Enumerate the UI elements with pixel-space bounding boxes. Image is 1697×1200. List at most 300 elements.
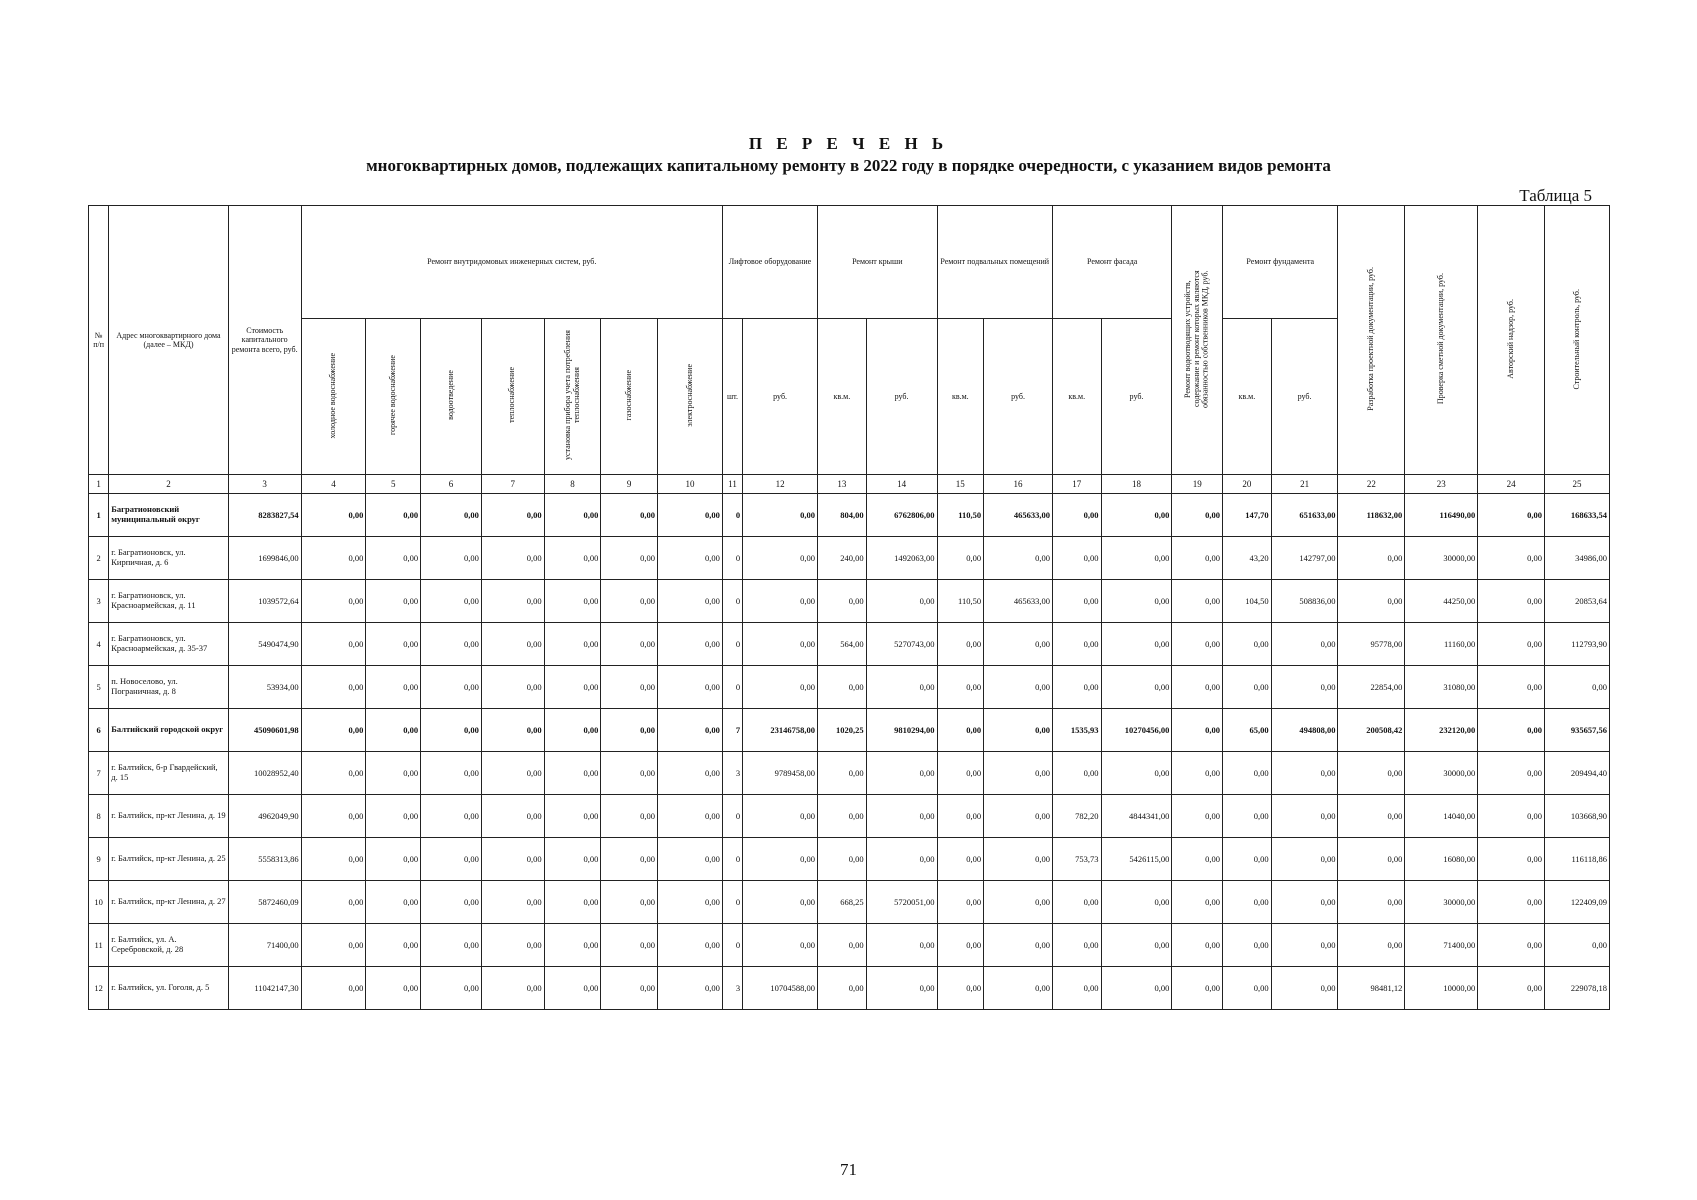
column-number: 22 — [1338, 475, 1405, 494]
column-number: 23 — [1405, 475, 1478, 494]
row-value: 118632,00 — [1338, 494, 1405, 537]
row-value: 0,00 — [1271, 967, 1338, 1010]
row-value: 0,00 — [1101, 666, 1172, 709]
row-value: 0,00 — [1223, 881, 1272, 924]
row-value: 0,00 — [1478, 709, 1545, 752]
row-value: 0,00 — [1478, 795, 1545, 838]
row-value: 0,00 — [1478, 924, 1545, 967]
column-number: 8 — [544, 475, 601, 494]
row-value: 0,00 — [1172, 924, 1223, 967]
row-value: 0,00 — [366, 580, 421, 623]
row-value: 0,00 — [544, 967, 601, 1010]
column-number: 1 — [89, 475, 109, 494]
subheader-roof-rub: руб. — [866, 319, 937, 475]
row-number: 4 — [89, 623, 109, 666]
table-row — [89, 881, 1610, 924]
row-value: 30000,00 — [1405, 752, 1478, 795]
row-value: 0,00 — [301, 623, 366, 666]
row-value: 0,00 — [481, 967, 544, 1010]
table-row — [89, 967, 1610, 1010]
row-value: 0,00 — [481, 623, 544, 666]
row-value: 1535,93 — [1052, 709, 1101, 752]
row-value: 98481,12 — [1338, 967, 1405, 1010]
row-value: 0,00 — [658, 881, 723, 924]
row-value: 0,00 — [301, 752, 366, 795]
column-number: 21 — [1271, 475, 1338, 494]
row-value: 0,00 — [937, 666, 984, 709]
row-value: 240,00 — [818, 537, 867, 580]
row-value: 0,00 — [1545, 666, 1610, 709]
row-value: 0,00 — [984, 623, 1053, 666]
subheader-gas: газоснабжение — [601, 319, 658, 475]
row-value: 229078,18 — [1545, 967, 1610, 1010]
row-value: 232120,00 — [1405, 709, 1478, 752]
row-value: 0,00 — [818, 752, 867, 795]
row-value: 0,00 — [421, 795, 482, 838]
row-value: 0,00 — [1223, 752, 1272, 795]
row-value: 71400,00 — [1405, 924, 1478, 967]
row-value: 0,00 — [866, 795, 937, 838]
row-value: 5490474,90 — [228, 623, 301, 666]
row-value: 168633,54 — [1545, 494, 1610, 537]
row-value: 0 — [722, 795, 742, 838]
row-value: 0,00 — [1052, 623, 1101, 666]
row-value: 0,00 — [481, 795, 544, 838]
table-row — [89, 752, 1610, 795]
row-number: 9 — [89, 838, 109, 881]
column-number: 4 — [301, 475, 366, 494]
column-number: 7 — [481, 475, 544, 494]
row-value: 0,00 — [984, 967, 1053, 1010]
row-value: 0,00 — [1545, 924, 1610, 967]
row-value: 0,00 — [1172, 795, 1223, 838]
row-value: 9810294,00 — [866, 709, 937, 752]
row-value: 45090601,98 — [228, 709, 301, 752]
column-number: 14 — [866, 475, 937, 494]
row-value: 564,00 — [818, 623, 867, 666]
column-number: 13 — [818, 475, 867, 494]
row-value: 0,00 — [658, 537, 723, 580]
row-number: 5 — [89, 666, 109, 709]
row-value: 0,00 — [1271, 924, 1338, 967]
row-value: 10704588,00 — [743, 967, 818, 1010]
column-number-row — [89, 475, 1610, 494]
row-value: 465633,00 — [984, 580, 1053, 623]
row-value: 8283827,54 — [228, 494, 301, 537]
row-value: 14040,00 — [1405, 795, 1478, 838]
row-value: 0,00 — [866, 752, 937, 795]
row-value: 0,00 — [301, 537, 366, 580]
row-value: 0,00 — [937, 752, 984, 795]
row-value: 0,00 — [1223, 666, 1272, 709]
header-elevator: Лифтовое оборудование — [722, 206, 817, 319]
row-value: 0,00 — [544, 709, 601, 752]
column-number: 18 — [1101, 475, 1172, 494]
subheader-roof-sqm: кв.м. — [818, 319, 867, 475]
row-value: 0,00 — [1172, 666, 1223, 709]
row-value: 0,00 — [658, 795, 723, 838]
row-value: 1492063,00 — [866, 537, 937, 580]
header-construction-control: Строительный контроль, руб. — [1545, 206, 1610, 475]
row-value: 0,00 — [866, 666, 937, 709]
row-value: 0,00 — [301, 494, 366, 537]
header-author-supervision: Авторский надзор, руб. — [1478, 206, 1545, 475]
row-value: 0,00 — [1172, 623, 1223, 666]
row-value: 0,00 — [544, 494, 601, 537]
row-value: 0,00 — [1338, 537, 1405, 580]
row-value: 53934,00 — [228, 666, 301, 709]
row-number: 7 — [89, 752, 109, 795]
row-value: 782,20 — [1052, 795, 1101, 838]
row-value: 0,00 — [818, 580, 867, 623]
header-roof: Ремонт крыши — [818, 206, 937, 319]
row-value: 0,00 — [658, 494, 723, 537]
row-value: 651633,00 — [1271, 494, 1338, 537]
row-value: 0,00 — [866, 967, 937, 1010]
row-value: 0,00 — [421, 924, 482, 967]
row-value: 0,00 — [544, 881, 601, 924]
row-number: 10 — [89, 881, 109, 924]
row-value: 0,00 — [658, 580, 723, 623]
row-value: 0,00 — [658, 752, 723, 795]
row-number: 12 — [89, 967, 109, 1010]
row-value: 0,00 — [743, 494, 818, 537]
row-value: 0,00 — [301, 881, 366, 924]
row-value: 0,00 — [421, 537, 482, 580]
row-value: 20853,64 — [1545, 580, 1610, 623]
table-row — [89, 924, 1610, 967]
row-value: 0,00 — [743, 838, 818, 881]
row-value: 0,00 — [481, 666, 544, 709]
row-value: 0,00 — [601, 666, 658, 709]
row-value: 0,00 — [1101, 623, 1172, 666]
row-value: 116490,00 — [1405, 494, 1478, 537]
row-value: 0,00 — [1172, 580, 1223, 623]
row-value: 0,00 — [366, 795, 421, 838]
row-number: 8 — [89, 795, 109, 838]
row-value: 34986,00 — [1545, 537, 1610, 580]
row-value: 6762806,00 — [866, 494, 937, 537]
row-value: 5872460,09 — [228, 881, 301, 924]
row-value: 0,00 — [481, 838, 544, 881]
row-value: 0,00 — [481, 881, 544, 924]
row-value: 1039572,64 — [228, 580, 301, 623]
row-value: 0,00 — [1478, 666, 1545, 709]
row-value: 147,70 — [1223, 494, 1272, 537]
subheader-facade-rub: руб. — [1101, 319, 1172, 475]
row-value: 0,00 — [481, 494, 544, 537]
row-value: 43,20 — [1223, 537, 1272, 580]
row-value: 0,00 — [1478, 623, 1545, 666]
row-address: г. Балтийск, пр-кт Ленина, д. 19 — [109, 795, 228, 838]
table-body — [89, 494, 1610, 1010]
row-value: 0,00 — [937, 924, 984, 967]
row-value: 0,00 — [1052, 580, 1101, 623]
row-value: 10028952,40 — [228, 752, 301, 795]
row-address: г. Багратионовск, ул. Кирпичная, д. 6 — [109, 537, 228, 580]
row-value: 0,00 — [544, 537, 601, 580]
row-value: 508836,00 — [1271, 580, 1338, 623]
row-value: 3 — [722, 967, 742, 1010]
row-value: 0,00 — [481, 752, 544, 795]
row-value: 0,00 — [658, 838, 723, 881]
header-design-docs: Разработка проектной документации, руб. — [1338, 206, 1405, 475]
column-number: 3 — [228, 475, 301, 494]
row-value: 0,00 — [421, 709, 482, 752]
column-number: 10 — [658, 475, 723, 494]
repair-table — [88, 205, 1610, 1010]
row-value: 0,00 — [601, 795, 658, 838]
row-value: 0,00 — [984, 881, 1053, 924]
column-number: 12 — [743, 475, 818, 494]
row-value: 104,50 — [1223, 580, 1272, 623]
row-value: 0,00 — [1271, 881, 1338, 924]
row-value: 0,00 — [658, 709, 723, 752]
header-no: № п/п — [89, 206, 109, 475]
row-value: 0,00 — [1338, 881, 1405, 924]
row-value: 0,00 — [743, 537, 818, 580]
subheader-sewer: водоотведение — [421, 319, 482, 475]
row-value: 0,00 — [601, 967, 658, 1010]
row-value: 9789458,00 — [743, 752, 818, 795]
row-value: 0,00 — [818, 838, 867, 881]
row-value: 0,00 — [366, 494, 421, 537]
row-value: 0,00 — [601, 881, 658, 924]
row-value: 0,00 — [1223, 838, 1272, 881]
row-value: 3 — [722, 752, 742, 795]
row-value: 0,00 — [984, 795, 1053, 838]
table-label: Таблица 5 — [1519, 186, 1592, 205]
subheader-foundation-rub: руб. — [1271, 319, 1338, 475]
row-value: 110,50 — [937, 494, 984, 537]
row-value: 1699846,00 — [228, 537, 301, 580]
row-value: 30000,00 — [1405, 881, 1478, 924]
row-value: 0,00 — [1338, 580, 1405, 623]
row-value: 0,00 — [1101, 967, 1172, 1010]
subheader-hot-water: горячее водоснабжение — [366, 319, 421, 475]
row-value: 0,00 — [937, 795, 984, 838]
row-value: 0,00 — [743, 580, 818, 623]
row-value: 0,00 — [984, 838, 1053, 881]
subheader-basement-rub: руб. — [984, 319, 1053, 475]
row-value: 0,00 — [301, 967, 366, 1010]
row-number: 6 — [89, 709, 109, 752]
row-value: 0,00 — [984, 709, 1053, 752]
row-number: 1 — [89, 494, 109, 537]
row-value: 4962049,90 — [228, 795, 301, 838]
row-value: 0,00 — [366, 924, 421, 967]
row-value: 0,00 — [743, 623, 818, 666]
row-value: 0,00 — [818, 666, 867, 709]
row-value: 0,00 — [1338, 752, 1405, 795]
row-value: 0,00 — [544, 838, 601, 881]
row-value: 0,00 — [658, 967, 723, 1010]
column-number: 16 — [984, 475, 1053, 494]
row-value: 0,00 — [601, 623, 658, 666]
row-value: 0,00 — [1052, 967, 1101, 1010]
row-value: 0,00 — [1338, 838, 1405, 881]
table-row — [89, 494, 1610, 537]
column-number: 11 — [722, 475, 742, 494]
subheader-foundation-sqm: кв.м. — [1223, 319, 1272, 475]
row-value: 0,00 — [743, 666, 818, 709]
row-value: 0,00 — [1478, 537, 1545, 580]
row-value: 0,00 — [366, 666, 421, 709]
table-row — [89, 580, 1610, 623]
document-title: П Е Р Е Ч Е Н Ь — [748, 134, 949, 153]
row-number: 3 — [89, 580, 109, 623]
row-value: 0,00 — [1338, 924, 1405, 967]
row-value: 668,25 — [818, 881, 867, 924]
row-value: 0,00 — [601, 752, 658, 795]
row-value: 0,00 — [301, 666, 366, 709]
row-value: 0,00 — [601, 580, 658, 623]
row-value: 0,00 — [366, 881, 421, 924]
row-value: 0,00 — [866, 838, 937, 881]
row-value: 0,00 — [658, 924, 723, 967]
row-value: 0,00 — [984, 924, 1053, 967]
row-value: 0,00 — [1172, 709, 1223, 752]
table-row — [89, 666, 1610, 709]
row-value: 0,00 — [984, 537, 1053, 580]
row-value: 0,00 — [984, 666, 1053, 709]
column-number: 15 — [937, 475, 984, 494]
row-value: 10000,00 — [1405, 967, 1478, 1010]
row-value: 0,00 — [1271, 795, 1338, 838]
row-value: 0,00 — [366, 709, 421, 752]
header-total-cost: Стоимость капитального ремонта всего, руб. — [228, 206, 301, 475]
table-row — [89, 795, 1610, 838]
row-value: 0,00 — [301, 924, 366, 967]
row-value: 0,00 — [481, 924, 544, 967]
row-value: 0,00 — [658, 623, 723, 666]
row-value: 0,00 — [1223, 967, 1272, 1010]
row-address: г. Балтийск, ул. Гоголя, д. 5 — [109, 967, 228, 1010]
row-value: 0,00 — [937, 537, 984, 580]
row-value: 0,00 — [601, 494, 658, 537]
row-value: 0,00 — [866, 924, 937, 967]
row-value: 0,00 — [481, 709, 544, 752]
row-value: 0,00 — [421, 752, 482, 795]
row-value: 0,00 — [1478, 838, 1545, 881]
row-value: 0,00 — [544, 580, 601, 623]
row-value: 31080,00 — [1405, 666, 1478, 709]
row-value: 0,00 — [1052, 924, 1101, 967]
row-value: 0,00 — [1478, 967, 1545, 1010]
row-address: п. Новоселово, ул. Пограничная, д. 8 — [109, 666, 228, 709]
row-value: 0,00 — [1223, 623, 1272, 666]
row-value: 0,00 — [544, 666, 601, 709]
row-value: 494808,00 — [1271, 709, 1338, 752]
row-value: 0,00 — [658, 666, 723, 709]
row-value: 16080,00 — [1405, 838, 1478, 881]
table-row — [89, 838, 1610, 881]
row-value: 0,00 — [366, 752, 421, 795]
row-value: 0,00 — [1478, 580, 1545, 623]
row-value: 4844341,00 — [1101, 795, 1172, 838]
row-value: 0,00 — [984, 752, 1053, 795]
row-number: 2 — [89, 537, 109, 580]
row-number: 11 — [89, 924, 109, 967]
row-value: 5720051,00 — [866, 881, 937, 924]
row-value: 0,00 — [366, 967, 421, 1010]
row-value: 0,00 — [1101, 881, 1172, 924]
row-value: 116118,86 — [1545, 838, 1610, 881]
row-value: 200508,42 — [1338, 709, 1405, 752]
row-value: 0,00 — [1338, 795, 1405, 838]
row-value: 0,00 — [544, 795, 601, 838]
column-number: 9 — [601, 475, 658, 494]
row-value: 0,00 — [366, 623, 421, 666]
row-value: 44250,00 — [1405, 580, 1478, 623]
row-value: 7 — [722, 709, 742, 752]
row-address: г. Балтийск, б-р Гвардейский, д. 15 — [109, 752, 228, 795]
row-value: 0,00 — [1052, 666, 1101, 709]
row-value: 0,00 — [544, 924, 601, 967]
row-value: 0,00 — [743, 881, 818, 924]
row-value: 0,00 — [1172, 494, 1223, 537]
row-value: 0,00 — [601, 838, 658, 881]
row-value: 5270743,00 — [866, 623, 937, 666]
row-value: 0,00 — [421, 881, 482, 924]
row-value: 0,00 — [1478, 494, 1545, 537]
row-value: 0,00 — [818, 795, 867, 838]
row-value: 0,00 — [1478, 752, 1545, 795]
row-value: 1020,25 — [818, 709, 867, 752]
row-address: г. Балтийск, ул. А. Серебровской, д. 28 — [109, 924, 228, 967]
row-value: 0,00 — [1271, 666, 1338, 709]
row-value: 0,00 — [1223, 924, 1272, 967]
row-value: 0,00 — [1101, 752, 1172, 795]
row-value: 0,00 — [1172, 752, 1223, 795]
row-value: 0,00 — [1271, 752, 1338, 795]
row-value: 804,00 — [818, 494, 867, 537]
row-value: 103668,90 — [1545, 795, 1610, 838]
row-value: 0,00 — [1172, 838, 1223, 881]
table-row — [89, 623, 1610, 666]
row-value: 0,00 — [1052, 494, 1101, 537]
row-value: 0,00 — [421, 623, 482, 666]
row-value: 71400,00 — [228, 924, 301, 967]
column-number: 19 — [1172, 475, 1223, 494]
row-value: 0,00 — [1172, 537, 1223, 580]
row-value: 0 — [722, 623, 742, 666]
column-number: 5 — [366, 475, 421, 494]
row-value: 0 — [722, 666, 742, 709]
row-address: г. Багратионовск, ул. Красноармейская, д. 11 — [109, 580, 228, 623]
row-address: г. Балтийск, пр-кт Ленина, д. 25 — [109, 838, 228, 881]
subheader-cold-water: холодное водоснабжение — [301, 319, 366, 475]
row-value: 0,00 — [1101, 494, 1172, 537]
row-value: 122409,09 — [1545, 881, 1610, 924]
row-address: Багратионовский муниципальный округ — [109, 494, 228, 537]
row-address: Балтийский городской округ — [109, 709, 228, 752]
table-row — [89, 709, 1610, 752]
row-value: 0,00 — [1172, 881, 1223, 924]
row-value: 0,00 — [301, 580, 366, 623]
row-value: 0,00 — [937, 838, 984, 881]
row-value: 0 — [722, 580, 742, 623]
header-basement: Ремонт подвальных помещений — [937, 206, 1052, 319]
row-value: 0,00 — [1101, 537, 1172, 580]
subheader-facade-sqm: кв.м. — [1052, 319, 1101, 475]
column-number: 17 — [1052, 475, 1101, 494]
row-value: 0 — [722, 537, 742, 580]
row-value: 0,00 — [301, 838, 366, 881]
row-value: 0,00 — [818, 967, 867, 1010]
row-value: 142797,00 — [1271, 537, 1338, 580]
row-value: 0,00 — [866, 580, 937, 623]
